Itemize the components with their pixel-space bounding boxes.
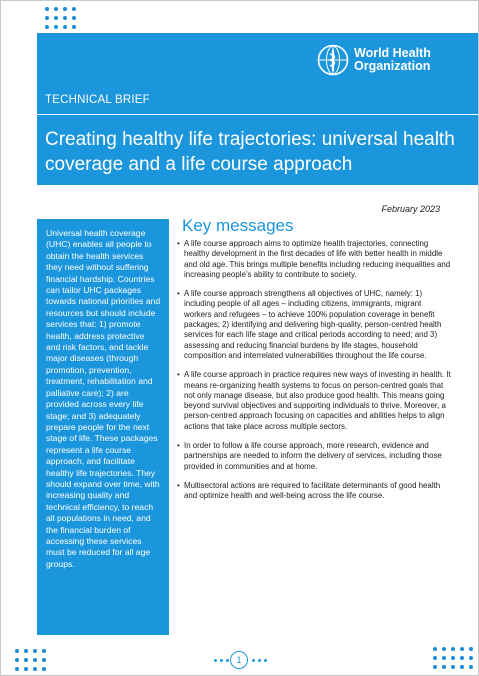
key-message-item: • A life course approach in practice requires new ways of investing in health. It means re-organizing health systems to focus on person-centred goals that not only manage disease, but also produce good health. This means going beyond survival objectives and supporting individuals to thrive. Moreover, a person-centred approach focusing on capacities and abilities helps to align actions that take place across multiple sectors. — [177, 370, 451, 432]
page-number-dots-left — [214, 659, 229, 662]
key-message-item: • A life course approach strengthens all objectives of UHC, namely: 1) including people of all ages – including citizens, immigrants, migrant workers and refugees – to achieve 100% population coverage in benefit packages; 2) identifying and delivering high-quality, person-centred health services for each life stage and critical periods according to need; and 3) assessing and reducing financial burdens by life stages, household composition and interrelated vulnerabilities throughout the life course. — [177, 289, 451, 361]
publication-date: February 2023 — [381, 204, 440, 214]
logo-line-2: Organization — [354, 59, 431, 73]
who-logo — [317, 44, 431, 76]
page-number-dots-right — [252, 659, 267, 662]
who-emblem-icon — [317, 44, 349, 76]
page-number: 1 — [230, 651, 248, 669]
key-message-item: • A life course approach aims to optimize health trajectories, connecting healthy development in the first decades of life with better health in middle and old age. This brings multiple benefits including reducing inequalities and increasing people’s ability to contribute to society. — [177, 239, 451, 280]
key-message-item: • In order to follow a life course approach, more research, evidence and partnerships are needed to inform the delivery of services, including those provided in communities and at home. — [177, 441, 451, 472]
decorative-dot-grid-bottom-right — [433, 647, 473, 669]
key-message-item: • Multisectoral actions are required to facilitate determinants of good health and optimize health and well-being across the life course. — [177, 481, 451, 502]
key-messages-list — [177, 239, 451, 511]
brief-label: TECHNICAL BRIEF — [45, 94, 150, 106]
decorative-dot-grid-top — [45, 7, 76, 29]
header-divider — [37, 114, 479, 115]
logo-line-1: World Health — [354, 46, 431, 60]
decorative-dot-grid-bottom-left — [15, 649, 46, 671]
summary-sidebar — [37, 219, 169, 635]
sidebar-text: Universal health coverage (UHC) enables all people to obtain the health services they need without suffering financial hardship. Countries can tailor UHC packages towards national priorities and resources but should include services that: 1) promote health, address protective and risk factors, and tackle major diseases (through promotion, prevention, treatment, rehabilitation and palliative care); 2) are provided across every life stage; and 3) adequately prepare people for the next stage of life. These packages represent a life course approach, and facilitate healthy life trajectories. They should expand over time, with increasing quality and technical efficiency, to reach all populations in need, and the financial burden of accessing these services must be reduced for all age groups. — [46, 228, 161, 569]
key-messages-heading: Key messages — [182, 216, 294, 235]
document-title: Creating healthy life trajectories: universal health coverage and a life course approach — [45, 129, 455, 175]
